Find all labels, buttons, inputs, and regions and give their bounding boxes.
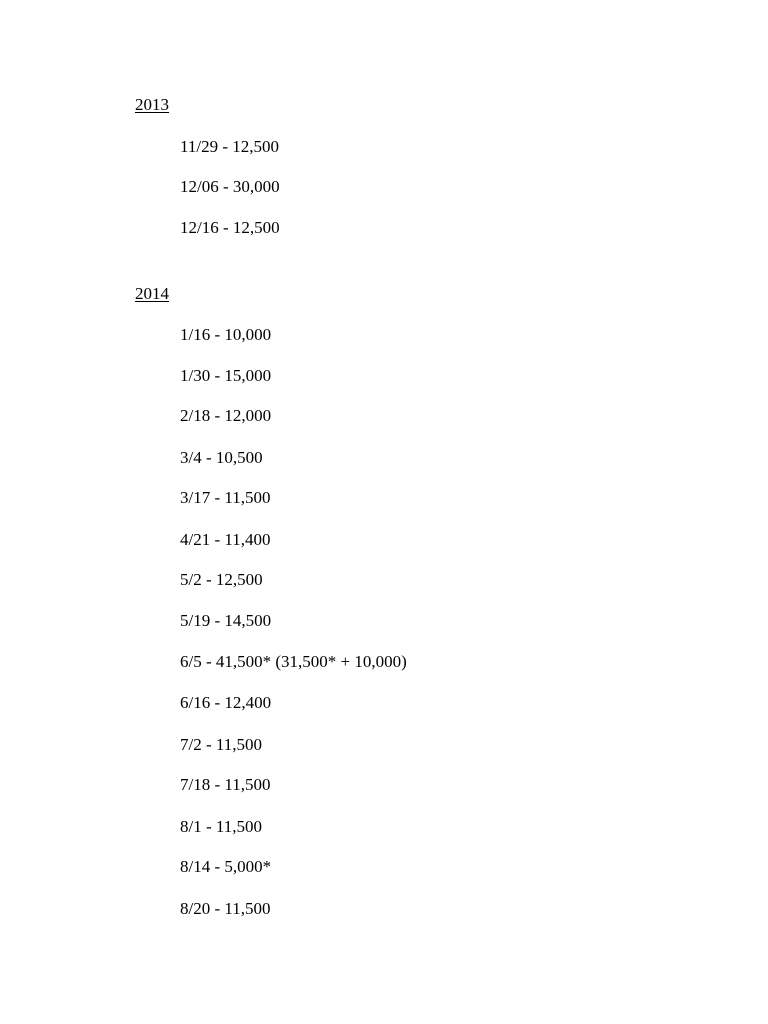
payment-entry: 11/29 - 12,500	[180, 137, 280, 156]
year-heading-2013: 2013	[135, 95, 169, 114]
payment-entry: 7/18 - 11,500	[180, 775, 271, 794]
payment-entry: 2/18 - 12,000	[180, 406, 272, 425]
year-heading-2014: 2014	[135, 284, 169, 303]
payment-entry: 12/06 - 30,000	[180, 177, 280, 196]
payment-entry: 12/16 - 12,500	[180, 218, 280, 237]
payment-entry: 8/20 - 11,500	[180, 899, 271, 918]
payment-entry: 6/16 - 12,400	[180, 693, 272, 712]
payment-entry: 7/2 - 11,500	[180, 735, 263, 754]
payment-entry: 4/21 - 11,400	[180, 530, 271, 549]
payment-entry: 5/2 - 12,500	[180, 570, 263, 589]
payment-entry: 3/4 - 10,500	[180, 448, 263, 467]
payment-entry: 8/1 - 11,500	[180, 817, 263, 836]
payment-entry: 1/16 - 10,000	[180, 325, 272, 344]
payment-entry: 3/17 - 11,500	[180, 488, 271, 507]
payment-entry: 5/19 - 14,500	[180, 611, 272, 630]
payment-entry: 1/30 - 15,000	[180, 366, 272, 385]
payment-entry: 8/14 - 5,000*	[180, 857, 272, 876]
payment-entry: 6/5 - 41,500* (31,500* + 10,000)	[180, 652, 407, 671]
